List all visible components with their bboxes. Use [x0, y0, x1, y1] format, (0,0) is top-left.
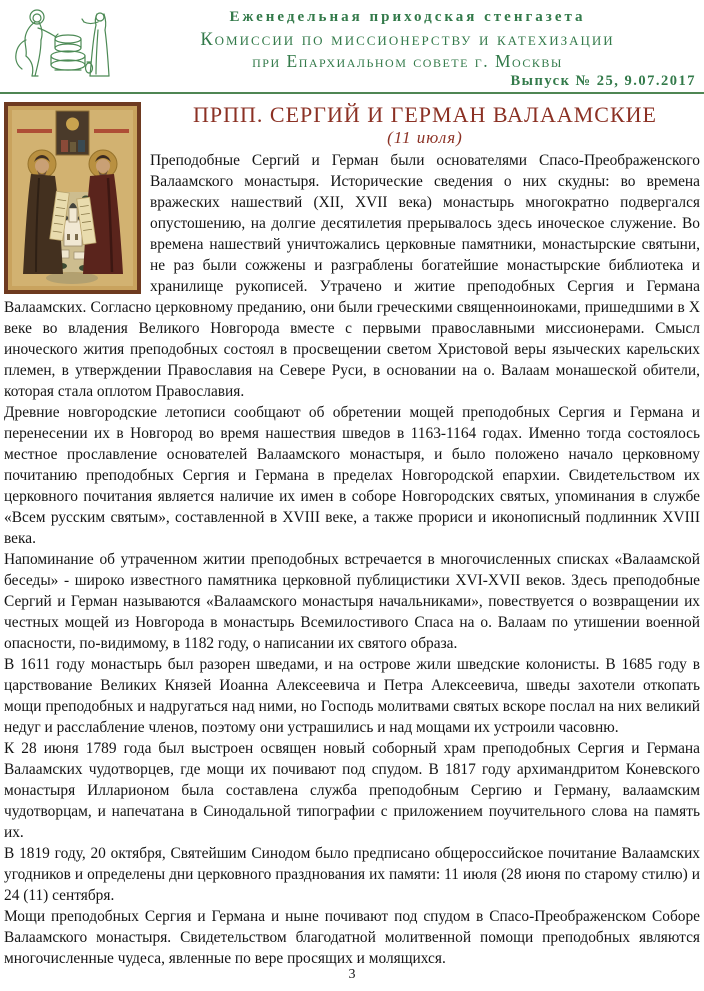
article-paragraph: Древние новгородские летописи сообщают об обретении мощей преподобных Сергия и Германа и перенесении их в Новгород во время нашествия шведов в 1163-1164 годах. Именно тогда состоялось местное прославление основателей Валаамского монастыря, и было положено начало церковному почитанию преподобных Сергия и Германа в пределах Новгородской епархии. Свидетельством их церковного почитания является наличие их имен в соборе Новгородских святых, упоминания в службе «Всем русским святым», составленной в XVIII веке, а также прориси и иконописный подлинник XVIII века. — [4, 404, 700, 547]
article-paragraph: В 1611 году монастырь был разорен шведами, и на острове жили шведские колонисты. В 1685 году в царствование Великих Князей Иоанна Алексеевича и Петра Алексеевича, шведы захотели откопать мощи преподобных и надругаться над ними, но Господь молитвами святых вскоре послал на них великий недуг и расслабление членов, поэтому они устрашились и над мощами их устроили часовню. — [4, 656, 700, 736]
article-title: ПРПП. СЕРГИЙ И ГЕРМАН ВАЛААМСКИЕ — [193, 102, 657, 127]
page-number: 3 — [348, 967, 356, 982]
article — [0, 94, 704, 969]
article-paragraph: К 28 июня 1789 года был выстроен освящен новый соборный храм преподобных Сергия и Германа Валаамских чудотворцев, где мощи их почивают под спудом. В 1817 году архимандритом Коневского монастыря Илларионом была составлена служба преподобным Сергию и Герману, валаамским чудотворцам, и напечатана в Синодальной типографии с приложением поучительного слова на память их. — [4, 740, 700, 841]
header-text — [118, 4, 697, 90]
commission-subname: при Епархиальном совете г. Москвы — [252, 51, 563, 71]
christ-samaritan-well-icon — [8, 6, 114, 82]
article-paragraph: Напоминание об утраченном житии преподобных встречается в многочисленных списках «Валаамской беседы» - широко известного памятника церковной публицистики XVI-XVII веков. Здесь преподобные Сергий и Герман называются «Валаамского монастыря начальниками», повествуется о возвращении их честных мощей из Новгорода в монастырь Всемилостивого Спаса на о. Валаам по утишении военной опасности, по-видимому, в 1182 году, о написании их святого образа. — [4, 551, 700, 652]
commission-logo — [8, 4, 118, 90]
newsletter-name: Еженедельная приходская стенгазета — [229, 9, 586, 25]
valaam-saints-icon-image — [4, 102, 141, 294]
commission-name: Комиссии по миссионерству и катехизации — [200, 30, 615, 50]
article-paragraph: Мощи преподобных Сергия и Германа и ныне почивают под спудом в Спасо-Преображенском Соборе Валаамского монастыря. Свидетельством благодатной молитвенной помощи преподобных являются многочисленные чудеса, явленные по вере просящих и молящихся. — [4, 908, 700, 967]
article-date-subtitle: (11 июля) — [387, 128, 463, 147]
article-paragraph: В 1819 году, 20 октября, Святейшим Синодом было предписано общероссийское почитание Валаамских угодников и определены дни церковного празднования их памяти: 11 июля (28 июня по старому стилю) и 24 (11) сентября. — [4, 845, 700, 904]
issue-number: Выпуск № 25, 9.07.2017 — [510, 73, 696, 89]
page-header — [0, 0, 704, 90]
article-paragraph: Преподобные Сергий и Герман были основателями Спасо-Преображенского Валаамского монастыря. Исторические сведения о них скудны: во времена вражеских нашествий (XII, XVII века) монастырь многократно подвергался опустошению, на долгие десятилетия прерывалось здесь иноческое служение. Во времена нашествий уничтожались церковные памятники, монастырские святыни, не раз были сожжены и разграблены богатейшие монастырские библиотека и хранилище рукописей. Утрачено и житие преподобных Сергия и Германа Валаамских. Согласно церковному преданию, они были греческими священноиноками, пришедшими в X веке во владения Великого Новгорода вместе с первыми православными миссионерами. Смысл иноческого жития преподобных состоял в просвещении светом Христовой веры языческих карельских племен, в утверждении Православия на Севере Руси, в основании на о. Валаам монашеской обители, которая стала оплотом Православия. — [4, 152, 700, 400]
